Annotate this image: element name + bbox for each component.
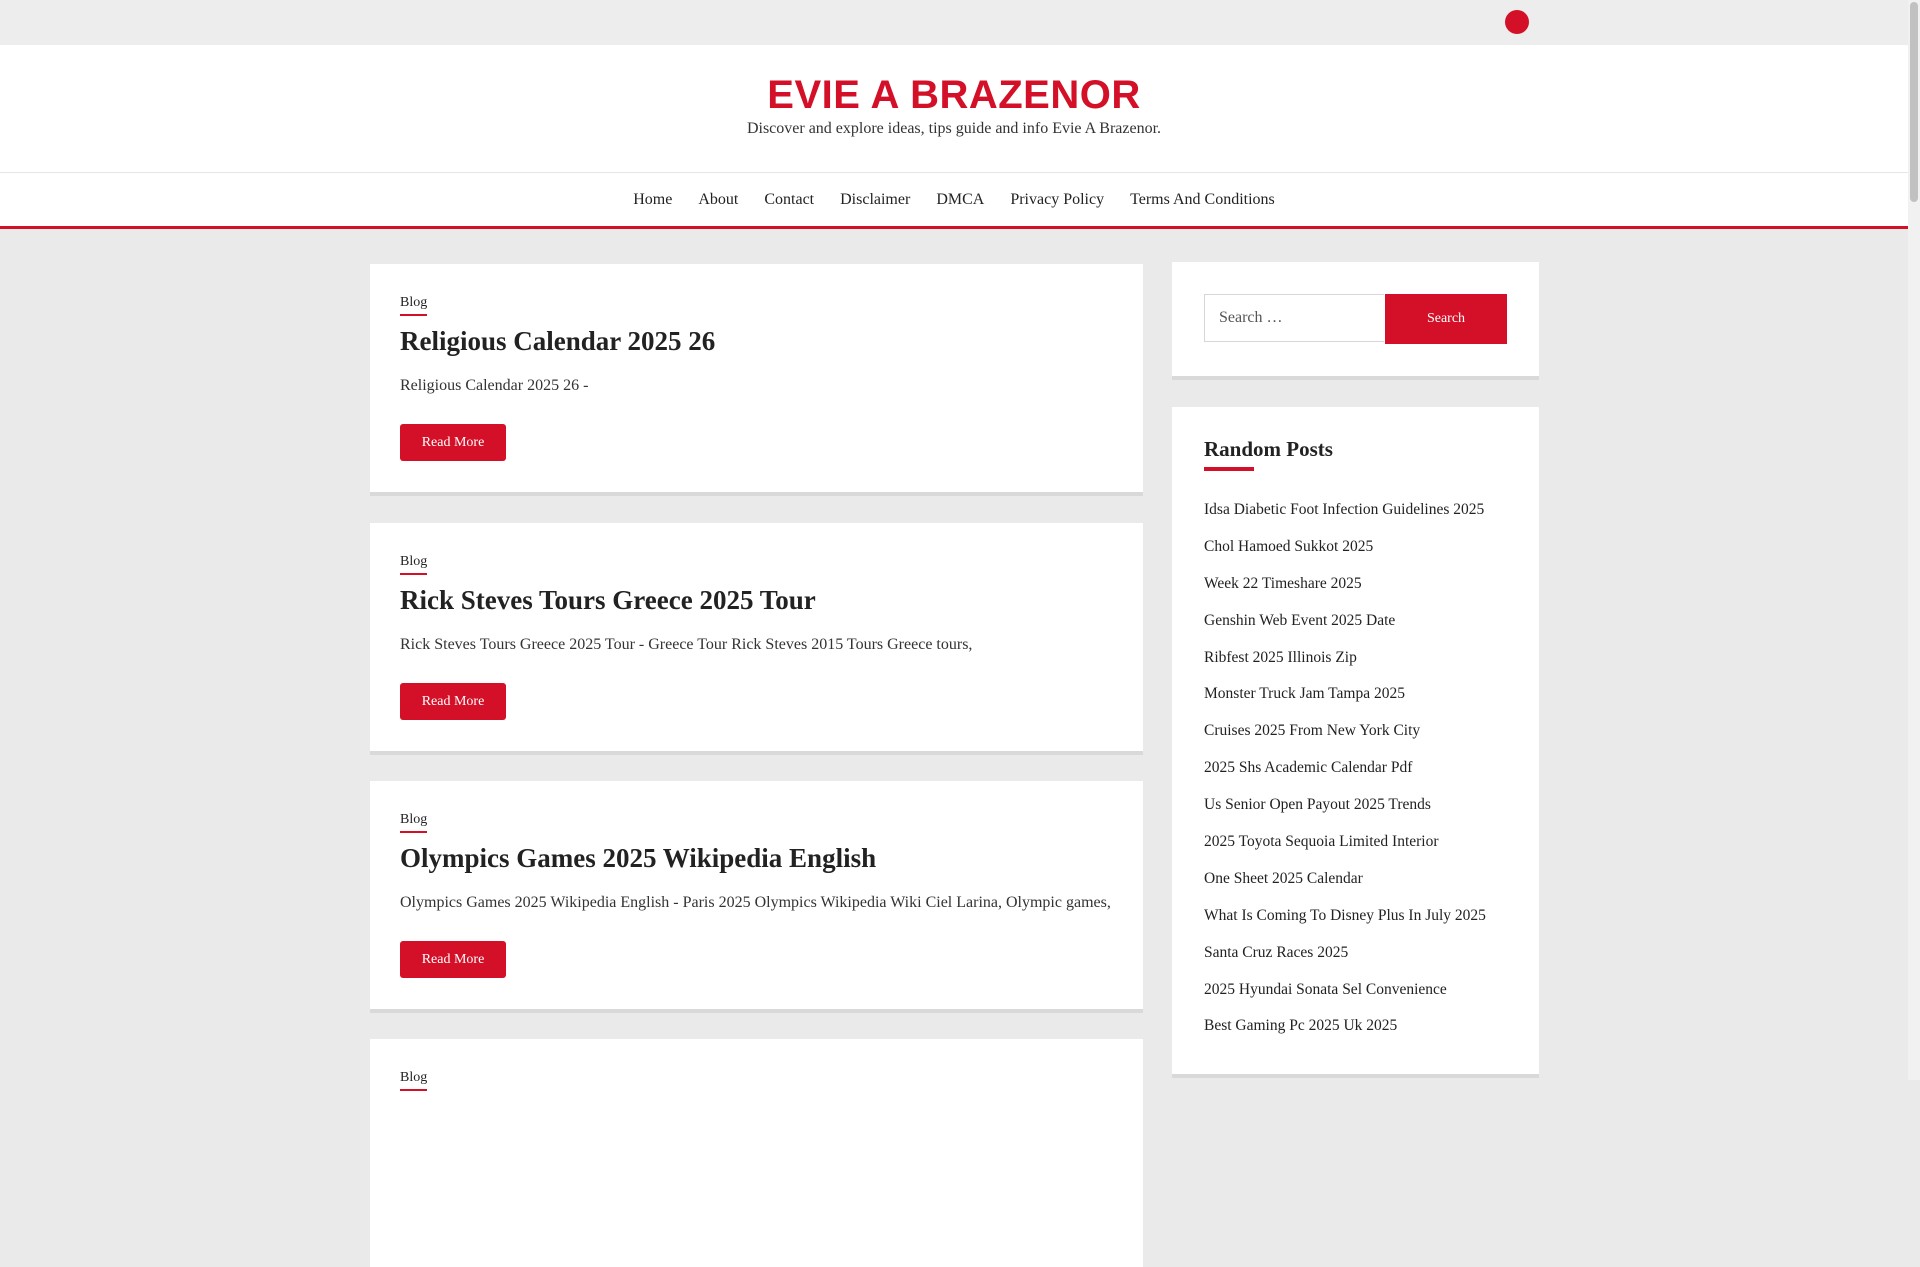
nav-home[interactable]: Home [633,191,673,208]
nav-contact[interactable]: Contact [764,191,815,208]
post-category-link[interactable]: Blog [400,295,427,316]
random-post-link[interactable]: Ribfest 2025 Illinois Zip [1204,648,1357,666]
page-scrollbar[interactable] [1908,0,1920,1080]
random-post-link[interactable]: One Sheet 2025 Calendar [1204,869,1363,887]
random-post-link[interactable]: Santa Cruz Races 2025 [1204,943,1349,961]
nav-dmca[interactable]: DMCA [936,191,985,208]
random-post-link[interactable]: 2025 Toyota Sequoia Limited Interior [1204,833,1439,851]
random-post-link[interactable]: Genshin Web Event 2025 Date [1204,611,1396,629]
site-description: Discover and explore ideas, tips guide and info Evie A Brazenor. [746,120,1162,137]
post-card [370,523,1143,751]
random-posts-widget [1172,407,1539,1074]
read-more-button[interactable]: Read More [400,683,506,720]
nav-privacy-policy[interactable]: Privacy Policy [1010,191,1105,208]
post-category-link[interactable]: Blog [400,554,427,575]
random-post-link[interactable]: What Is Coming To Disney Plus In July 2025 [1204,906,1486,924]
post-title[interactable]: Olympics Games 2025 Wikipedia English [400,843,877,873]
post-category-link[interactable]: Blog [400,1070,427,1091]
nav-disclaimer[interactable]: Disclaimer [840,191,911,208]
widget-title-underline [1204,467,1254,471]
random-post-link[interactable]: 2025 Hyundai Sonata Sel Convenience [1204,980,1447,998]
random-post-link[interactable]: Us Senior Open Payout 2025 Trends [1204,796,1431,814]
random-posts-list [1204,500,1486,1053]
post-title[interactable]: Religious Calendar 2025 26 [400,326,716,356]
widget-title: Random Posts [1204,437,1333,461]
random-post-link[interactable]: Idsa Diabetic Foot Infection Guidelines 2025 [1204,501,1485,518]
site-header [0,45,1908,173]
read-more-button[interactable]: Read More [400,941,506,978]
search-widget [1172,262,1539,376]
random-post-link[interactable]: Best Gaming Pc 2025 Uk 2025 [1204,1017,1398,1035]
scrollbar-thumb[interactable] [1910,2,1918,202]
main-navigation [0,173,1908,229]
site-title[interactable]: EVIE A BRAZENOR [767,73,1141,117]
post-category-link[interactable]: Blog [400,812,427,833]
post-card [370,781,1143,1009]
top-bar [0,0,1908,45]
post-card [370,1039,1143,1267]
random-post-link[interactable]: Week 22 Timeshare 2025 [1204,574,1362,592]
random-post-link[interactable]: Chol Hamoed Sukkot 2025 [1204,537,1374,555]
post-excerpt: Rick Steves Tours Greece 2025 Tour - Greece Tour Rick Steves 2015 Tours Greece tours, [400,636,973,653]
random-post-link[interactable]: Cruises 2025 From New York City [1204,722,1421,740]
random-post-link[interactable]: 2025 Shs Academic Calendar Pdf [1204,759,1413,777]
nav-about[interactable]: About [698,191,739,208]
search-button[interactable]: Search [1385,294,1507,344]
nav-terms-and-conditions[interactable]: Terms And Conditions [1130,191,1275,208]
red-circle-icon[interactable] [1505,10,1529,34]
post-excerpt: Religious Calendar 2025 26 - [400,377,589,394]
search-input[interactable]: Search … [1204,294,1384,342]
post-title[interactable]: Rick Steves Tours Greece 2025 Tour [400,585,816,615]
post-card [370,264,1143,492]
post-excerpt: Olympics Games 2025 Wikipedia English - Paris 2025 Olympics Wikipedia Wiki Ciel Larina, Olympic games, [400,894,1111,911]
read-more-button[interactable]: Read More [400,424,506,461]
random-post-link[interactable]: Monster Truck Jam Tampa 2025 [1204,685,1405,703]
